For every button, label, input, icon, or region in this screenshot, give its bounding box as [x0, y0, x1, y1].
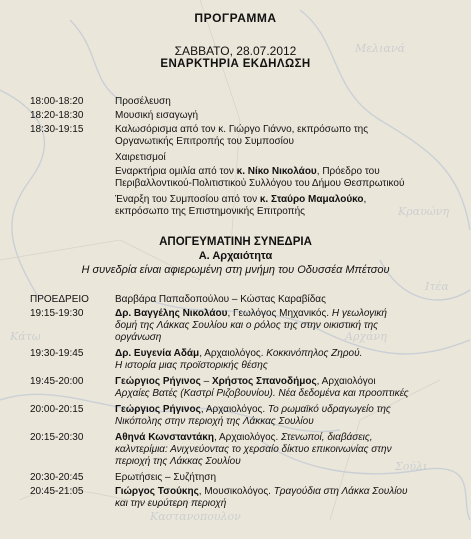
description-text: , Γεωλόγος Μηχανικός. — [227, 308, 332, 319]
svg-text:Καστανοπουλον: Καστανοπουλον — [150, 510, 241, 523]
description-line — [115, 308, 465, 320]
talk-title: Αρχαίες Βατές (Καστρί Ριζοβουνίου). Νέα δεδομένα και προοπτικές — [115, 388, 409, 399]
description-line — [115, 178, 465, 190]
description-line — [115, 166, 465, 178]
description-line — [115, 486, 465, 498]
speaker-name: Δρ. Ευγενία Αδάμ — [115, 348, 200, 359]
speaker-name: Χρήστος Σπανοδήμος — [211, 376, 317, 387]
event-date: ΣΑΒΒΑΤΟ, 28.07.2012 — [174, 44, 297, 58]
schedule-description — [115, 152, 465, 164]
programme-title: ΠΡΟΓΡΑΜΜΑ — [194, 11, 277, 25]
schedule-time: 19:45-20:00 — [30, 376, 84, 387]
schedule-description — [115, 110, 465, 122]
description-line — [115, 206, 465, 218]
schedule-description — [115, 194, 465, 218]
schedule-description — [115, 376, 465, 400]
description-line — [115, 110, 465, 122]
talk-title: Τραγούδια στη Λάκκα Σουλίου — [273, 486, 408, 497]
speaker-name: Αθηνά Κωνσταντάκη — [115, 432, 214, 443]
svg-text:Μελιανά: Μελιανά — [355, 42, 405, 55]
description-line — [115, 404, 465, 416]
schedule-time: 18:20-18:30 — [30, 110, 84, 121]
speaker-name: Γιώργος Τσούκης — [115, 486, 199, 497]
description-line — [115, 444, 465, 456]
description-line — [115, 388, 465, 400]
description-text: – — [200, 376, 212, 387]
description-line — [115, 432, 465, 444]
schedule-time: 20:30-20:45 — [30, 472, 84, 483]
talk-title: Το ρωμαϊκό υδραγωγείο της — [267, 404, 391, 415]
description-text: εκπρόσωπο της Επιστημονικής Επιτροπής — [115, 206, 305, 217]
talk-title: Η ιστορία μιας προϊστορικής θέσης — [115, 360, 268, 371]
description-line — [115, 416, 465, 428]
description-line — [115, 96, 465, 108]
schedule-time: 20:45-21:05 — [30, 486, 84, 497]
schedule-time: 20:15-20:30 — [30, 432, 84, 443]
description-text: Προσέλευση — [115, 96, 171, 107]
description-line — [115, 332, 465, 344]
description-text: Βαρβάρα Παπαδοπούλου – Κώστας Καραβίδας — [115, 294, 326, 305]
svg-text:Ιτέα: Ιτέα — [425, 280, 449, 293]
talk-title: οργάνωση — [115, 332, 162, 343]
speaker-name: κ. Σταύρο Μαμαλούκο — [259, 194, 364, 205]
speaker-name: Γεώργιος Ρήγινος — [115, 404, 201, 415]
description-line — [115, 194, 465, 206]
description-line — [115, 360, 465, 372]
description-text: Καλωσόρισμα από τον κ. Γιώργο Γιάννο, εκπρόσωπο της — [115, 124, 369, 135]
schedule-time: ΠΡΟΕΔΡΕΙΟ — [30, 294, 89, 305]
svg-text:Κάτω: Κάτω — [10, 330, 41, 343]
schedule-description — [115, 308, 465, 344]
description-line — [115, 136, 465, 148]
talk-title: Νικόπολης στην περιοχή της Λάκκας Σουλίου — [115, 416, 314, 427]
description-line — [115, 320, 465, 332]
talk-title: Η γεωλογική — [331, 308, 387, 319]
description-text: Οργανωτικής Επιτροπής του Συμποσίου — [115, 136, 294, 147]
afternoon-session-heading: ΑΠΟΓΕΥΜΑΤΙΝΗ ΣΥΝΕΔΡΙΑ — [159, 236, 312, 248]
speaker-name: Δρ. Βαγγέλης Νικολάου — [115, 308, 228, 319]
schedule-time: 18:00-18:20 — [30, 96, 84, 107]
svg-text:Σούλι: Σούλι — [395, 460, 428, 473]
description-text: Ερωτήσεις – Συζήτηση — [115, 472, 217, 483]
description-text: Περιβαλλοντικού-Πολιτιστικού Συλλόγου του Δήμου Θεσπρωτικού — [115, 178, 405, 189]
description-line — [115, 498, 465, 510]
talk-title: δομή της Λάκκας Σουλίου και ο ρόλος της στην οικιστική της — [115, 320, 379, 331]
schedule-description — [115, 294, 465, 306]
description-text: Μουσική εισαγωγή — [115, 110, 199, 121]
svg-text:Αρχάνη: Αρχάνη — [345, 330, 387, 343]
speaker-name: Γεώργιος Ρήγινος — [115, 376, 201, 387]
afternoon-session-subtitle: Α. Αρχαιότητα — [198, 250, 273, 262]
talk-title: καλντερίμια: Ανιχνεύοντας το χερσαίο δίκτυο επικοινωνίας στην — [115, 444, 392, 455]
description-text: , — [363, 194, 367, 205]
schedule-time: 19:15-19:30 — [30, 308, 84, 319]
description-text: Έναρξη του Συμποσίου από τον — [115, 194, 260, 205]
description-text: , Πρόεδρο του — [316, 166, 380, 177]
description-text: Χαιρετισμοί — [115, 152, 166, 163]
afternoon-session-dedication: Η συνεδρία είναι αφιερωμένη στη μνήμη του Οδυσσέα Μπέτσου — [81, 264, 390, 276]
description-text: , Αρχαιολόγοι — [316, 376, 376, 387]
talk-title: περιοχή της Λάκκας Σουλίου — [115, 456, 241, 467]
talk-title: Στενωποί, διαβάσεις, — [281, 432, 373, 443]
description-line — [115, 124, 465, 136]
schedule-description — [115, 124, 465, 148]
description-text: , Αρχαιολόγος. — [213, 432, 282, 443]
description-text: , Μουσικολόγος. — [198, 486, 274, 497]
description-text: , Αρχαιολόγος. — [199, 348, 267, 359]
schedule-description — [115, 166, 465, 190]
description-line — [115, 472, 465, 484]
schedule-time: 19:30-19:45 — [30, 348, 84, 359]
description-line — [115, 294, 465, 306]
schedule-description — [115, 472, 465, 484]
schedule-description — [115, 348, 465, 372]
description-line — [115, 348, 465, 360]
description-text: Εναρκτήρια ομιλία από τον — [115, 166, 237, 177]
schedule-description — [115, 432, 465, 468]
schedule-description — [115, 404, 465, 428]
schedule-description — [115, 96, 465, 108]
svg-text:Κραυώνη: Κραυώνη — [398, 205, 450, 218]
talk-title: και την ευρύτερη περιοχή — [115, 498, 227, 509]
description-line — [115, 456, 465, 468]
opening-session-heading: ΕΝΑΡΚΤΗΡΙΑ ΕΚΔΗΛΩΣΗ — [160, 58, 311, 70]
description-text: , Αρχαιολόγος. — [200, 404, 268, 415]
speaker-name: κ. Νίκο Νικολάου — [236, 166, 317, 177]
schedule-time: 20:00-20:15 — [30, 404, 84, 415]
schedule-description — [115, 486, 465, 510]
schedule-time: 18:30-19:15 — [30, 124, 84, 135]
description-line — [115, 152, 465, 164]
talk-title: Κοκκινόπηλος Ζηρού. — [266, 348, 363, 359]
description-line — [115, 376, 465, 388]
